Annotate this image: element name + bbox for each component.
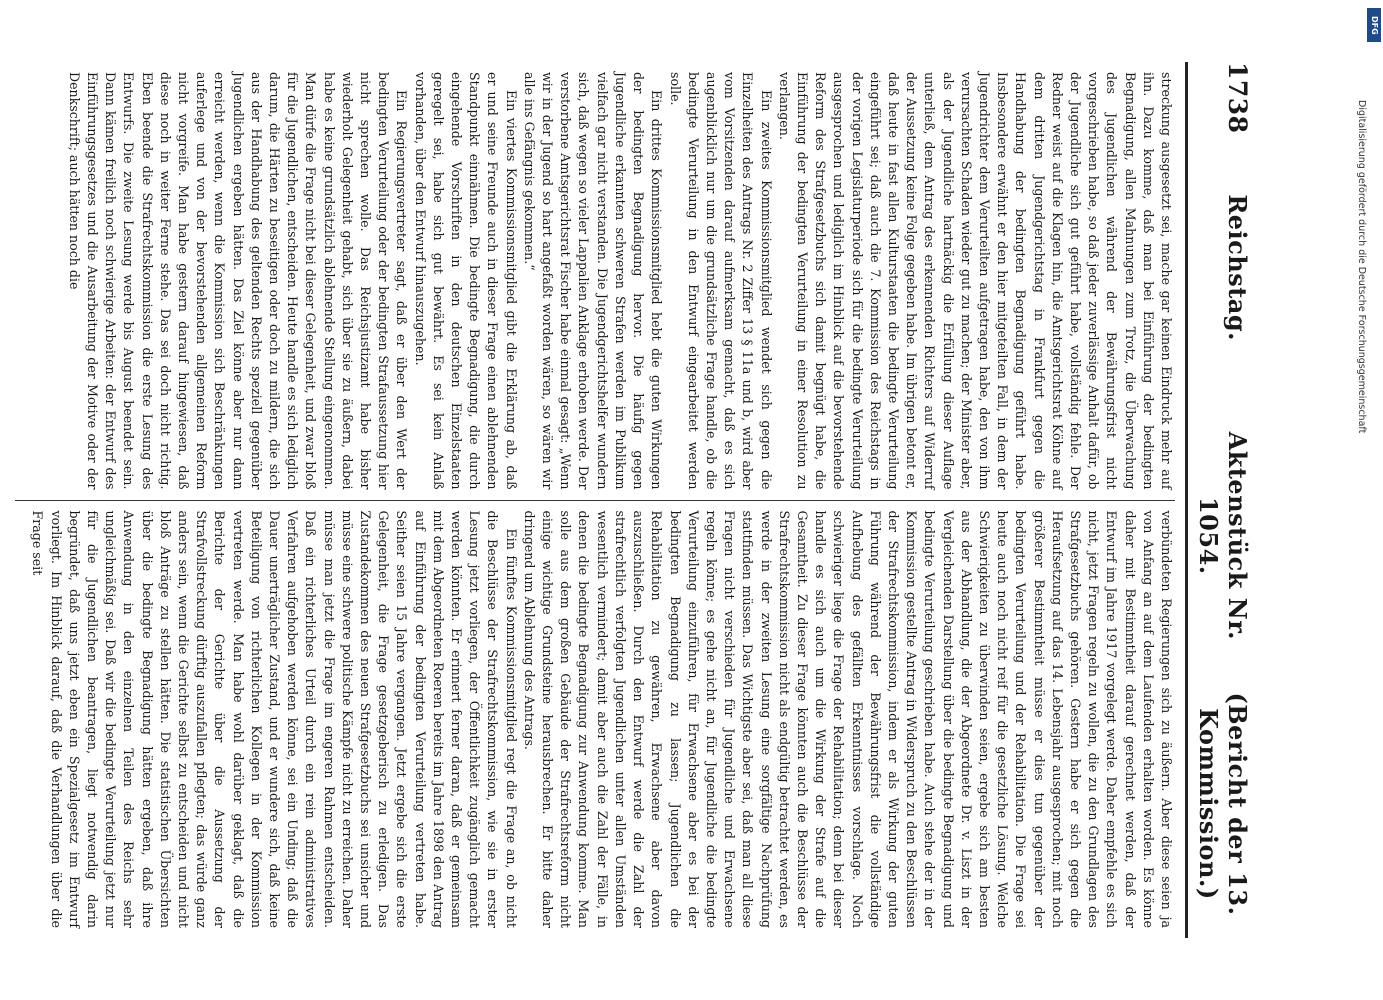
dfg-logo: DFG <box>1367 8 1381 42</box>
column-right <box>15 500 1175 939</box>
paragraph: Ein Regierungsvertreter sagt, daß er über den Wert der bedingten Verurteilung oder der bedingten Strafaussetzung hier nicht sprechen wolle. Das Reichsjustizamt habe bisher wiederholt Gelegenheit gehabt, sich über sie zu äußern, dabei habe es keine grundsätzlich ablehnende Stellung eingenommen. Man dürfe die Frage nicht bei dieser Gelegenheit, und zwar bloß für die Jugendlichen, entscheiden. Heute handle es sich lediglich darum, die Härten zu beseitigen oder doch zu mildern, die sich aus der Handhabung des geltenden Rechts speziell gegenüber Jugendlichen ergeben hätten. Das Ziel könne aber nur dann erreicht werden, wenn die Kommission sich Beschränkungen auferlege und von der bevorstehenden allgemeinen Reform nicht vorgreife. Man habe gestern darauf hingewiesen, daß diese noch in weiter Ferne stehe. Das sei doch nicht richtig. Eben beende die Strafrechtskommission die erste Lesung des Entwurfs. Die zweite Lesung werde bis August beendet sein. Dann kämen freilich noch schwierige Arbeiten: der Entwurf des Einführungsgesetzes und die Ausarbeitung der Motive oder der Denkschrift; auch hätten noch die <box>66 72 410 490</box>
text-columns <box>15 62 1175 938</box>
digitization-credit: Digitalisierung gefördert durch die Deutsche Forschungsgemeinschaft <box>1356 100 1367 434</box>
running-title-right: (Bericht der 13. Kommission.) <box>1194 692 1252 916</box>
paragraph: streckung ausgesetzt sei, mache gar keinen Eindruck mehr auf ihn. Dazu komme, daß man bei Einführung der bedingten Begnadigung, allen Mahnungen zum Trotz, die Überwachung des Jugendlichen während der Bewährungsfrist nicht vorgeschrieben habe, so daß jeder zuverlässige Anhalt dafür, ob der Jugendliche sich gut geführt habe, vollständig fehle. Der Redner weist auf die Klagen hin, die Amtsgerichtsrat Köhne auf dem dritten Jugendgerichtstag in Frankfurt gegen die Handhabung der bedingten Begnadigung geführt habe. Insbesondere erwähnt er den hier mitgeteilten Fall, in dem der Jugendrichter dem Verurteilten aufgetragen habe, den von ihm verursachten Schaden wieder gut zu machen; der Minister aber, als der Jugendliche hartnäckig die Erfüllung dieser Auflage unterließ, dem Antrag des erkennenden Richters auf Widerruf der Aussetzung keine Folge gegeben habe. Im übrigen betont er, daß heute in fast allen Kulturstaaten die bedingte Verurteilung eingeführt sei; daß auch die 7. Kommission des Reichstags in der vorigen Legislaturperiode sich für die bedingte Verurteilung ausgesprochen und lediglich im Hinblick auf die bevorstehende Reform des Strafgesetzbuchs sich damit begnügt habe, die Einführung der bedingten Verurteilung in einer Resolution zu verlangen. <box>776 72 1174 490</box>
paragraph: Ein zweites Kommissionsmitglied wendet sich gegen die Einzelheiten des Antrags Nr. 2 Ziffer 13 § 11a und b, wird aber vom Vorsitzenden darauf aufmerksam gemacht, daß es sich augenblicklich nur um die grundsätzliche Frage handle, ob die bedingte Verurteilung in den Entwurf eingearbeitet werden solle. <box>667 72 774 490</box>
paragraph: Ein fünftes Kommissionsmitglied regt die Frage an, ob nicht die Beschlüsse der Strafrechtskommission, wie sie in erster Lesung jetzt vorliegen, der Öffentlichkeit zugänglich gemacht werden könnten. Er erinnert ferner daran, daß er gemeinsam mit dem Abgeordneten Roeren bereits im Jahre 1898 den Antrag auf Einführung der bedingten Verurteilung vertreten habe. Seither seien 15 Jahre vergangen. Jetzt ergebe sich die erste Gelegenheit, die Frage gesetzgeberisch zu erledigen. Das Zustandekommen des neuen Strafgesetzbuchs sei unsicher und müsse eine schwere politische Kämpfe nicht zu erreichen. Daher müsse man jetzt die Frage im engeren Rahmen entscheiden. Daß ein richterliches Urteil durch ein rein administratives Verfahren aufgehoben werden könne, sei ein Unding; daß die Dauer unerträglicher Zustand, und er wundere sich, daß keine Beteiligung von richterlichen Kollegen in der Kommission vertreten werde. Man habe wohl darüber geklagt, daß die Berichte der Gerichte über die Aussetzung der Strafvollstreckung dürftig auszufallen pflegten; das würde ganz anders sein, wenn die Gerichte selbst zu entscheiden und nicht bloß Anträge zu stellen hätten. Die statistischen Übersichten über die bedingte Begnadigung hätten ergeben, daß ihre Anwendung in den einzelnen Teilen des Reichs sehr ungleichmäßig sei. Daß wir die bedingte Verurteilung jetzt nur für die Jugendlichen beantragen, liegt notwendig darin begründet, daß uns jetzt eben ein Spezialgesetz im Entwurf vorliegt. Im Hinblick darauf, daß die Verhandlungen über die Frage seit <box>30 510 519 928</box>
page-header <box>1185 62 1252 938</box>
paragraph: Ein drittes Kommissionsmitglied hebt die guten Wirkungen der bedingten Begnadigung hervor. Die häufig gegen Jugendliche erkannten schweren Strafen werden im Publikum vielfach gar nicht verstanden. Die Jugendgerichtshelfer wundern sich, daß wegen so vieler Lappalien Anklage erhoben werde. Der verstorbene Amtsgerichtsrat Fischer habe einmal gesagt: „Wenn wir in der Jugend so hart angefaßt worden wären, so wären wir alle ins Gefängnis gekommen.“ <box>521 72 665 490</box>
running-title-left: Reichstag. <box>1223 194 1252 341</box>
running-title-middle: Aktenstück Nr. 1054. <box>1194 431 1252 641</box>
page-number: 1738 <box>1223 62 1252 134</box>
column-left <box>15 62 1175 500</box>
paragraph: Ein viertes Kommissionsmitglied gibt die Erklärung ab, daß er und seine Freunde auch in dieser Frage einen ablehnenden Standpunkt einnähmen. Die bedingte Begnadigung, die durch eingehende Vorschriften in den deutschen Einzelstaaten geregelt sei, habe sich gut bewährt. Es sei kein Anlaß vorhanden, über den Entwurf hinauszugehen. <box>412 72 519 490</box>
paragraph: verbündeten Regierungen sich zu äußern. Aber diese seien ja von Anfang an auf dem Laufenden erhalten worden. Es könne daher mit Bestimmtheit darauf gerechnet werden, daß der Entwurf im Jahre 1917 vorgelegt werde. Daher empfehle es sich nicht, jetzt Fragen regeln zu wollen, die zu den Grundlagen des Strafgesetzbuchs gehören. Gestern habe er sich gegen die Heraufsetzung auf das 14. Lebensjahr ausgesprochen; mit noch größerer Bestimmtheit müsse er dies tun gegenüber der bedingten Verurteilung und der Rehabilitation. Die Frage sei heute auch noch nicht reif für die gesetzliche Lösung. Welche Schwierigkeiten zu überwinden seien, ergebe sich am besten aus der Abhandlung, die der Abgeordnete Dr. v. Liszt in der Vergleichenden Darstellung über die bedingte Begnadigung und bedingte Verurteilung geschrieben habe. Auch stehe der in der Kommission gestellte Antrag in Widerspruch zu den Beschlüssen der Strafrechtskommission, indem er als Wirkung der guten Führung während der Bewährungsfrist die vollständige Aufhebung des gefällten Erkenntnisses vorschlage. Noch schwieriger liege die Frage der Rehabilitation; denn bei dieser handle es sich auch um die Wirkung der Strafe auf die Gesamtheit. Zu dieser Frage könnten auch die Beschlüsse der Strafrechtskommission nicht als endgültig betrachtet werden, es werde in der zweiten Lesung eine sorgfältige Nachprüfung stattfinden müssen. Das Wichtigste aber sei, daß man all diese Fragen nicht verschieden für Jugendliche und Erwachsene regeln könne; es gehe nicht an, für Jugendliche die bedingte Verurteilung einzuführen, für Erwachsene aber es bei der bedingten Begnadigung zu lassen; Jugendlichen die Rehabilitation zu gewähren, Erwachsene aber davon auszuschließen. Durch den Entwurf werde die Zahl der strafrechtlich verfolgten Jugendlichen unter allen Umständen wesentlich vermindert; damit aber auch die Zahl der Fälle, in denen die bedingte Begnadigung zur Anwendung komme. Man solle aus dem großen Gebäude der Strafrechtsreform nicht einige wichtige Grundsteine herausbrechen. Er bitte daher dringend um Ablehnung des Antrags. <box>521 510 1174 928</box>
